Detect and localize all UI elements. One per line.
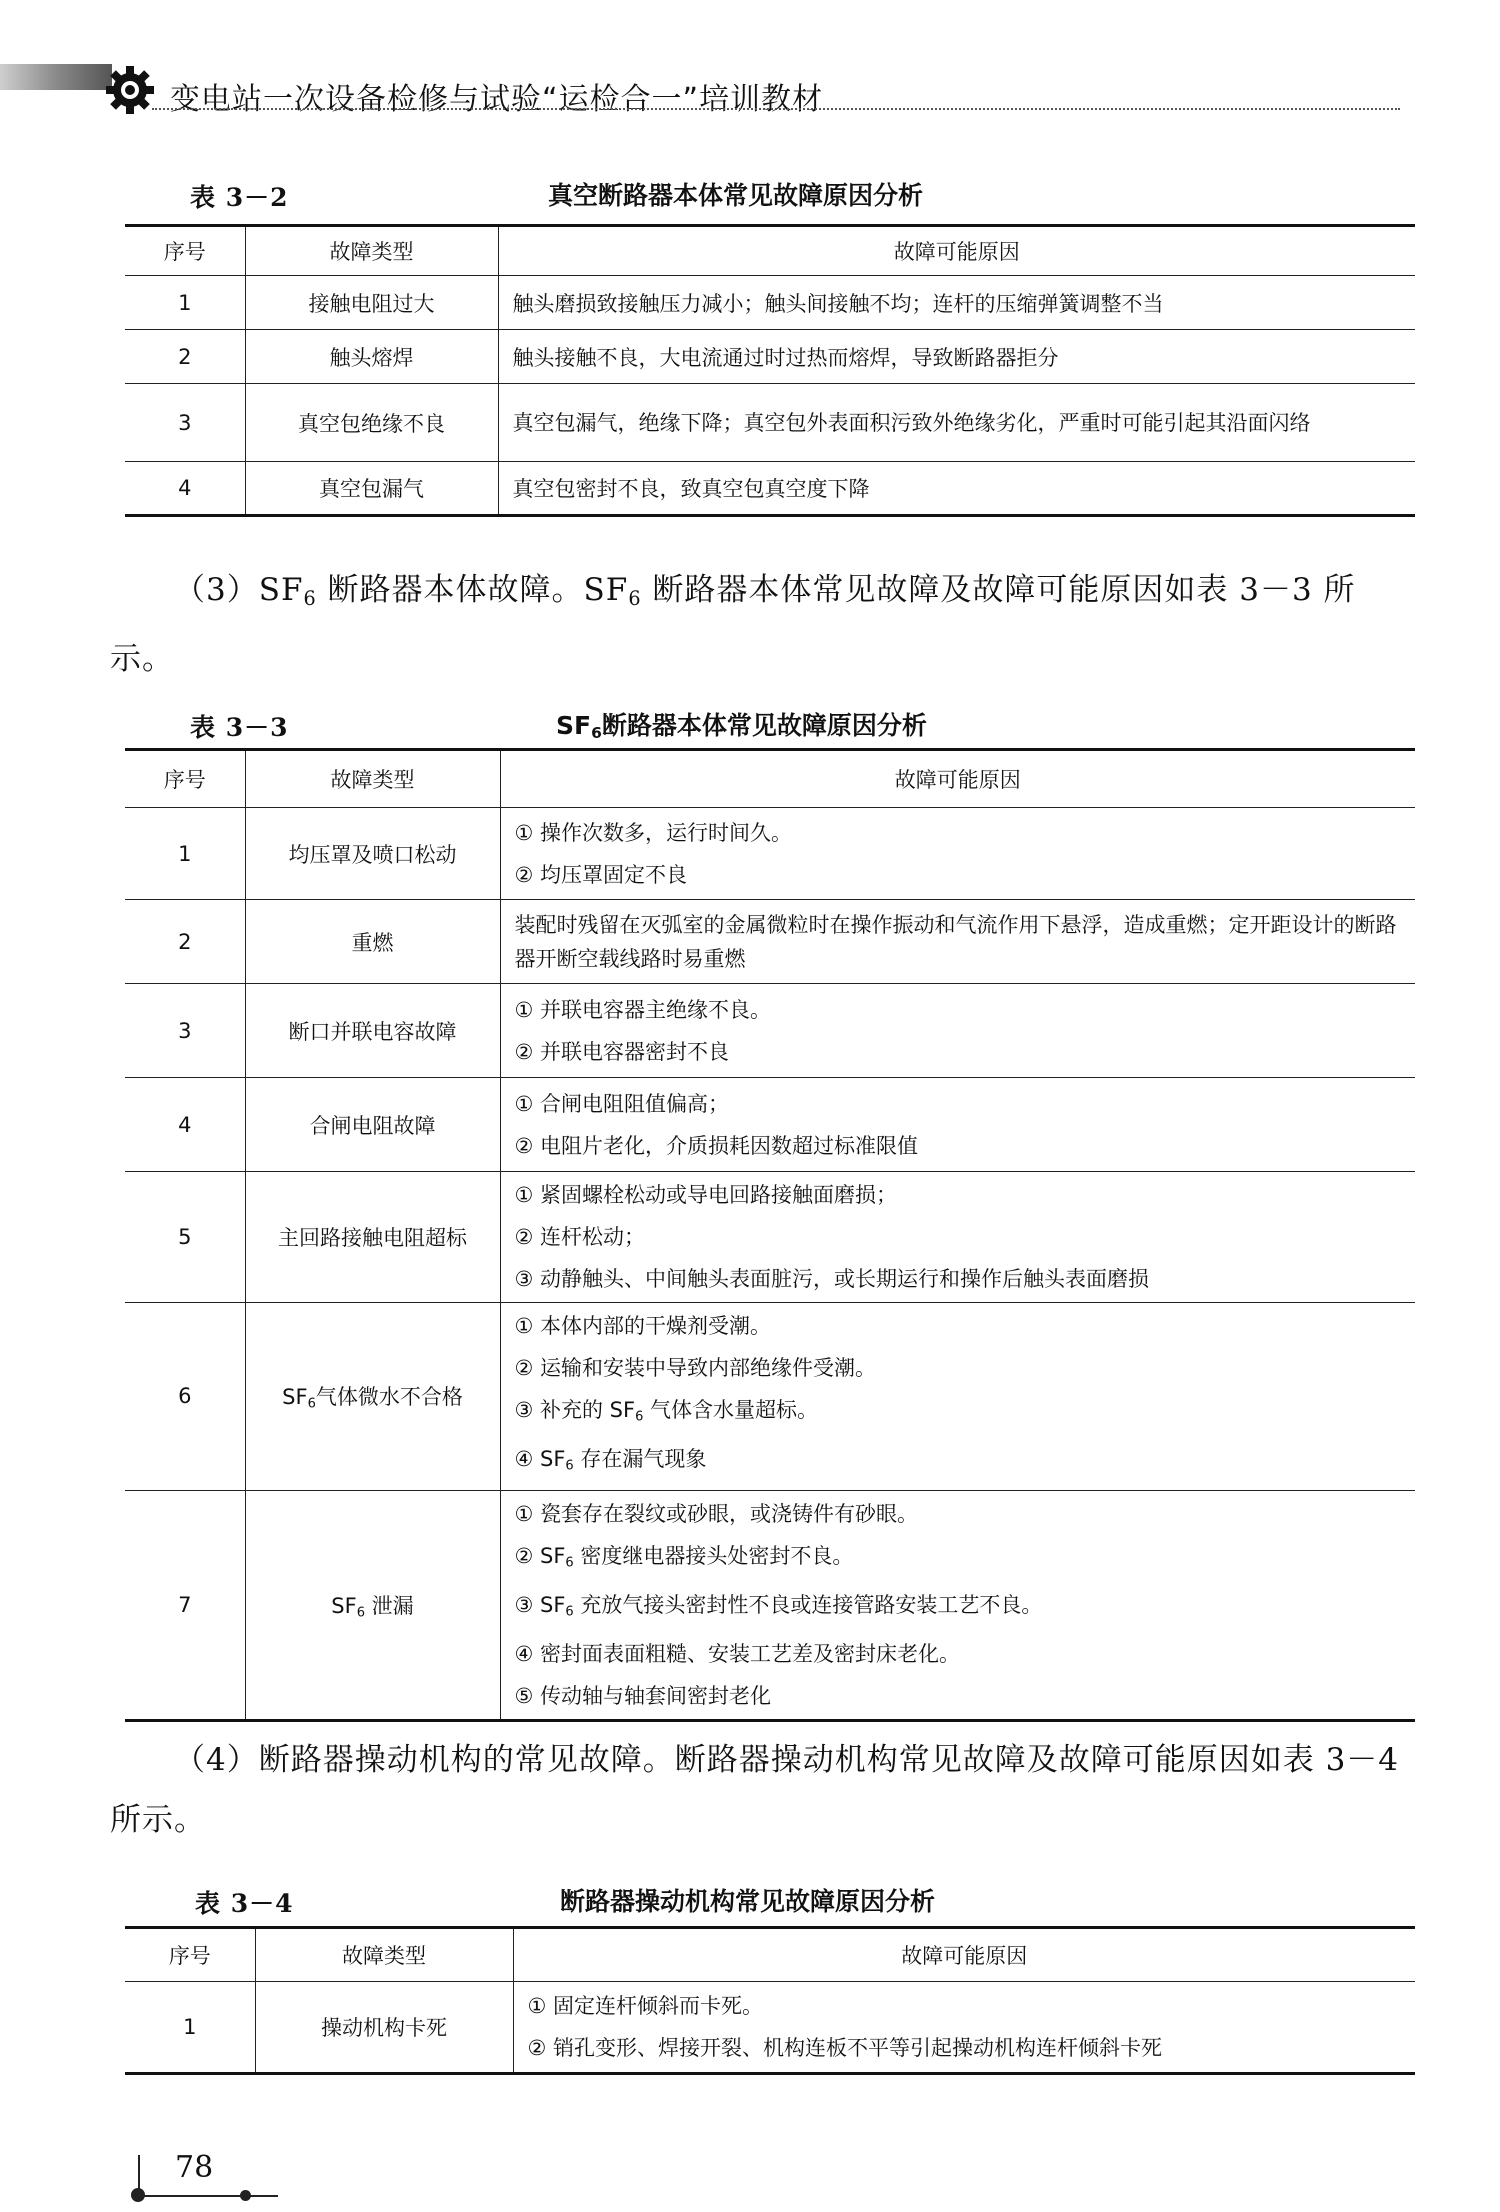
table-row: 3 断口并联电容故障 ① 并联电容器主绝缘不良。 ② 并联电容器密封不良 [125, 984, 1415, 1078]
table-row: 4 合闸电阻故障 ① 合闸电阻阻值偏高； ② 电阻片老化，介质损耗因数超过标准限值 [125, 1078, 1415, 1172]
column-header: 故障可能原因 [513, 1928, 1415, 1982]
column-header: 故障可能原因 [498, 226, 1415, 276]
table-row: 5 主回路接触电阻超标 ① 紧固螺栓松动或导电回路接触面磨损； ② 连杆松动； ③ 动静触头、中间触头表面脏污，或长期运行和操作后触头表面磨损 [125, 1172, 1415, 1303]
table-row: 2 触头熔焊 触头接触不良，大电流通过时过热而熔焊，导致断路器拒分 [125, 330, 1415, 384]
page-number-dot [240, 2190, 251, 2201]
gear-icon [104, 64, 156, 116]
table-3-4-label: 表 3－4 [195, 1889, 294, 1918]
table-row: 6 $SF_6$气体微水不合格 ① 本体内部的干燥剂受潮。 ② 运输和安装中导致内部绝缘件受潮。 ③ 补充的 $SF_6$ 气体含水量超标。 ④ $SF_6$ 存在漏气现象 [125, 1303, 1415, 1491]
table-3-2 [125, 224, 1415, 517]
column-header: 序号 [125, 1928, 255, 1982]
column-header: 故障类型 [255, 1928, 513, 1982]
table-row: 1 均压罩及喷口松动 ① 操作次数多，运行时间久。 ② 均压罩固定不良 [125, 808, 1415, 900]
column-header: 故障类型 [245, 750, 500, 808]
paragraph-3: $(3)SF_6$ 断路器本体故障。$SF_6$ 断路器本体常见故障及故障可能原因如表 3－3 所示。 [110, 572, 1356, 677]
page-number-underline [138, 2195, 278, 2197]
table-3-3 [125, 748, 1415, 1722]
header-decoration-bar [0, 64, 112, 90]
table-row: 1 接触电阻过大 触头磨损致接触压力减小；触头间接触不均；连杆的压缩弹簧调整不当 [125, 276, 1415, 330]
header-title: 变电站一次设备检修与试验“运检合一”培训教材 [170, 82, 824, 117]
table-row: 2 重燃 装配时残留在灭弧室的金属微粒时在操作振动和气流作用下悬浮，造成重燃；定开距设计的断路器开断空载线路时易重燃 [125, 900, 1415, 984]
table-3-4-title: 断路器操动机构常见故障原因分析 [560, 1887, 936, 1916]
page-number-dot [131, 2188, 145, 2202]
paragraph-4: （4）断路器操动机构的常见故障。断路器操动机构常见故障及故障可能原因如表 3－4 所示。 [110, 1742, 1400, 1838]
table-3-4 [125, 1926, 1415, 2075]
table-row: 1 操动机构卡死 ① 固定连杆倾斜而卡死。 ② 销孔变形、焊接开裂、机构连板不平等引起操动机构连杆倾斜卡死 [125, 1982, 1415, 2074]
table-3-2-title: 真空断路器本体常见故障原因分析 [548, 181, 924, 210]
table-row: 4 真空包漏气 真空包密封不良，致真空包真空度下降 [125, 462, 1415, 516]
table-row: 7 $SF_6$ 泄漏 ① 瓷套存在裂纹或砂眼，或浇铸件有砂眼。 ② $SF_6$ 密度继电器接头处密封不良。 ③ $SF_6$ 充放气接头密封性不良或连接管路安装工艺不良。 ④ 密封面表面粗糙、安装工艺差及密封床老化。 ⑤ 传动轴与轴套间密封老化 [125, 1490, 1415, 1721]
column-header: 序号 [125, 750, 245, 808]
table-3-3-label: 表 3－3 [190, 713, 289, 742]
column-header: 故障类型 [245, 226, 498, 276]
table-3-3-title: $SF_6$断路器本体常见故障原因分析 [556, 711, 927, 742]
table-3-2-label: 表 3－2 [190, 183, 289, 212]
table-row: 3 真空包绝缘不良 真空包漏气，绝缘下降；真空包外表面积污致外绝缘劣化，严重时可能引起其沿面闪络 [125, 384, 1415, 462]
column-header: 故障可能原因 [500, 750, 1415, 808]
page-number: 78 [175, 2150, 214, 2185]
header-divider [152, 108, 1400, 110]
column-header: 序号 [125, 226, 245, 276]
